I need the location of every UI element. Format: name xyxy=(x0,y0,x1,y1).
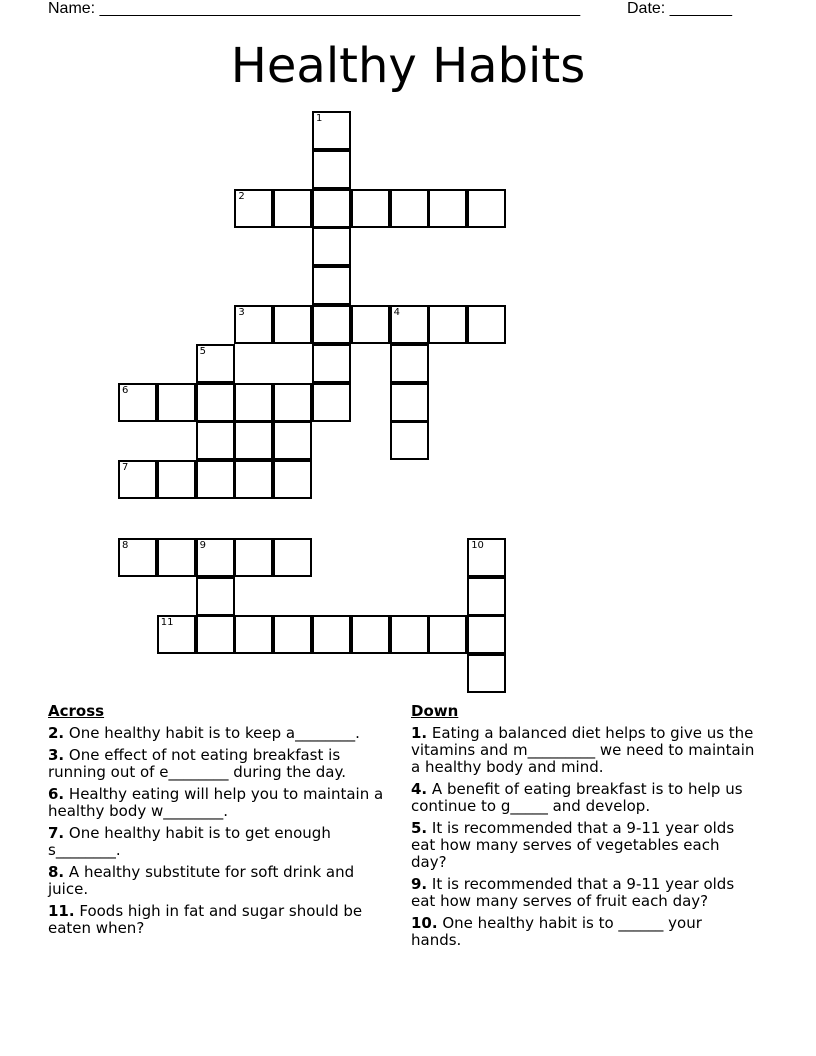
grid-cell[interactable] xyxy=(428,615,467,654)
grid-cell[interactable] xyxy=(234,421,273,460)
grid-cell[interactable] xyxy=(118,383,157,422)
grid-cell[interactable] xyxy=(157,615,196,654)
grid-cell[interactable] xyxy=(351,615,390,654)
cell-number: 7 xyxy=(122,462,129,474)
clue-down-5: 5. It is recommended that a 9-11 year olds eat how many serves of vegetables each day? xyxy=(411,819,735,871)
grid-cell[interactable] xyxy=(234,383,273,422)
grid-cell[interactable] xyxy=(273,383,312,422)
grid-cell[interactable] xyxy=(390,383,429,422)
cell-number: 5 xyxy=(199,345,206,357)
grid-cell[interactable] xyxy=(196,538,235,577)
grid-cell[interactable] xyxy=(157,538,196,577)
grid-cell[interactable] xyxy=(312,305,351,344)
grid-cell[interactable] xyxy=(273,615,312,654)
grid-cell[interactable] xyxy=(390,189,429,228)
grid-cell[interactable] xyxy=(273,421,312,460)
grid-cell[interactable] xyxy=(351,189,390,228)
grid-cell[interactable] xyxy=(312,266,351,305)
cell-number: 9 xyxy=(199,539,206,551)
grid-cell[interactable] xyxy=(467,615,506,654)
cell-number: 1 xyxy=(316,113,323,124)
grid-cell[interactable] xyxy=(273,189,312,228)
clue-down-10: 10. One healthy habit is to ______ your hands. xyxy=(411,914,702,949)
clue-across-2: 2. One healthy habit is to keep a________. xyxy=(48,724,360,742)
grid-cell[interactable] xyxy=(157,383,196,422)
grid-cell[interactable] xyxy=(196,577,235,616)
grid-cell[interactable] xyxy=(196,344,235,383)
grid-cell[interactable] xyxy=(390,421,429,460)
grid-cell[interactable] xyxy=(351,305,390,344)
name-field-label: Name: ______________________________________________________ xyxy=(48,0,581,17)
cell-number: 6 xyxy=(122,384,129,396)
clue-across-3: 3. One effect of not eating breakfast is running out of e________ during the day. xyxy=(48,746,346,781)
grid-cell[interactable] xyxy=(467,305,506,344)
grid-cell[interactable] xyxy=(196,615,235,654)
clue-across-8: 8. A healthy substitute for soft drink and juice. xyxy=(48,863,355,898)
down-heading: Down xyxy=(411,702,459,720)
grid-cell[interactable] xyxy=(118,538,157,577)
grid-cell[interactable] xyxy=(234,305,273,344)
grid-cell[interactable] xyxy=(196,383,235,422)
cell-number: 3 xyxy=(238,307,245,318)
grid-cell[interactable] xyxy=(467,189,506,228)
clue-across-6: 6. Healthy eating will help you to maintain a healthy body w________. xyxy=(48,785,384,820)
grid-cell[interactable] xyxy=(312,227,351,266)
grid-cell[interactable] xyxy=(390,344,429,383)
grid-cell[interactable] xyxy=(312,111,351,150)
grid-cell[interactable] xyxy=(312,615,351,654)
down-clues xyxy=(411,703,756,954)
grid-cell[interactable] xyxy=(312,189,351,228)
grid-cell[interactable] xyxy=(196,460,235,499)
across-heading: Across xyxy=(48,702,105,720)
grid-cell[interactable] xyxy=(273,460,312,499)
grid-cell[interactable] xyxy=(312,150,351,189)
cell-number: 11 xyxy=(160,617,174,629)
cell-number: 8 xyxy=(122,539,129,551)
grid-cell[interactable] xyxy=(118,460,157,499)
grid-cell[interactable] xyxy=(157,460,196,499)
clue-down-4: 4. A benefit of eating breakfast is to help us continue to g_____ and develop. xyxy=(411,780,743,815)
grid-cell[interactable] xyxy=(196,421,235,460)
date-field-label: Date: _______ xyxy=(627,0,732,17)
across-clues xyxy=(48,703,393,942)
cell-number: 10 xyxy=(471,539,484,551)
grid-cell[interactable] xyxy=(390,615,429,654)
grid-cell[interactable] xyxy=(312,344,351,383)
grid-cell[interactable] xyxy=(234,538,273,577)
cell-number: 2 xyxy=(238,190,245,202)
clue-down-1: 1. Eating a balanced diet helps to give us the vitamins and m_________ we need to maintain a healthy body and mind. xyxy=(411,724,755,776)
grid-cell[interactable] xyxy=(234,460,273,499)
grid-cell[interactable] xyxy=(312,383,351,422)
grid-cell[interactable] xyxy=(234,189,273,228)
clue-across-11: 11. Foods high in fat and sugar should be eaten when? xyxy=(48,902,363,937)
clue-down-9: 9. It is recommended that a 9-11 year olds eat how many serves of fruit each day? xyxy=(411,875,735,910)
grid-cell[interactable] xyxy=(234,615,273,654)
page-title: Healthy Habits xyxy=(230,38,586,94)
grid-cell[interactable] xyxy=(390,305,429,344)
grid-cell[interactable] xyxy=(428,189,467,228)
grid-cell[interactable] xyxy=(467,538,506,577)
grid-cell[interactable] xyxy=(467,654,506,693)
grid-cell[interactable] xyxy=(428,305,467,344)
cell-number: 4 xyxy=(393,307,400,318)
grid-cell[interactable] xyxy=(467,577,506,616)
clue-across-7: 7. One healthy habit is to get enough s________. xyxy=(48,824,331,859)
grid-cell[interactable] xyxy=(273,305,312,344)
grid-cell[interactable] xyxy=(273,538,312,577)
